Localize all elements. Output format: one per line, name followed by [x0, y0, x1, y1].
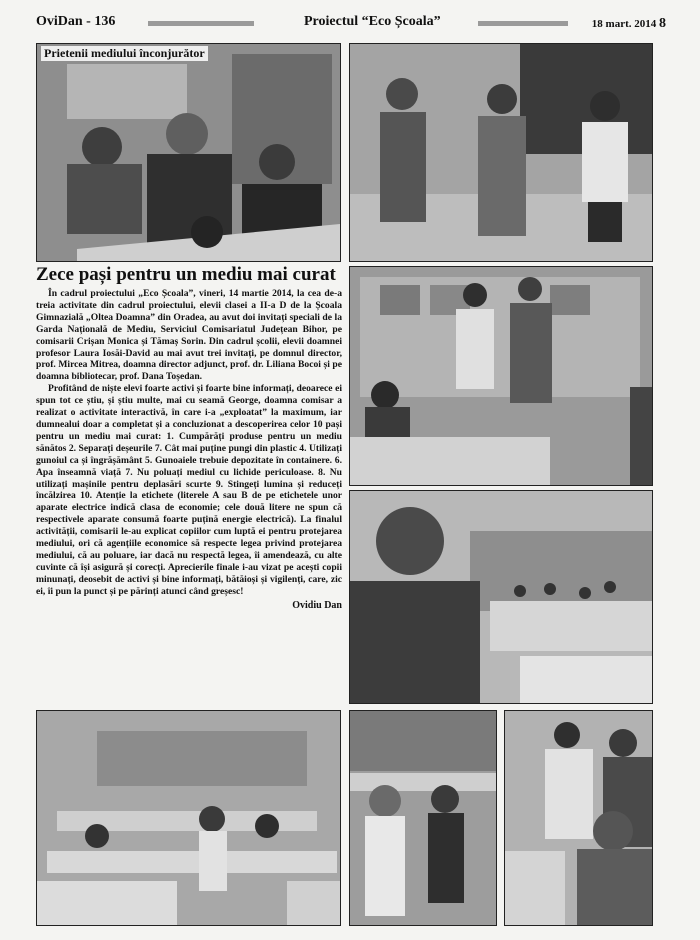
photo-students-desks — [36, 43, 341, 262]
header-date-page — [592, 16, 666, 32]
photo-guests-standing — [349, 43, 653, 262]
article-headline: Zece pași pentru un mediu mai curat — [36, 264, 336, 285]
photo-commissioner-class — [349, 490, 653, 704]
photo-guests-standing-image — [350, 44, 652, 261]
header-rule-right — [478, 21, 568, 26]
photo-adults-and-boy — [504, 710, 653, 926]
photo-students-desks-image — [37, 44, 340, 261]
article-author: Ovidiu Dan — [292, 599, 342, 611]
photo-classroom-wide-image — [37, 711, 340, 925]
photo-adults-and-boy-image — [505, 711, 652, 925]
article-body — [36, 288, 342, 598]
photo-commissioner-class-image — [350, 491, 652, 703]
article — [36, 264, 342, 611]
header-rule-left — [148, 21, 254, 26]
article-paragraph: Profitând de niște elevi foarte activi și foarte bine informați, deoarece ei spun tot ce știu, și știu multe, mai cu seamă George, doamna comisar a realizat o activitate interactivă, în care i-a „exploatat” la maximum, iar dumnealui doar a completat și a concluzionat a descoperirea celor 10 pași pentru un mediu mai curat: 1. Cumpărăți produse pentru un mediu sănătos 2. Separați deșeurile 7. Cât mai puține pungi din plastic 4. Utilizați gunoiul ca și îngrășământ 5. Gunoaiele trebuie depozitate în containere. 6. Apa înseamnă viață 7. Nu poluați mediul cu lichide periculoase. 8. Nu utilizați mașinile pentru deplasări scurte 9. Stingeți lumina și reduceți încălzirea 10. Atenție la etichete (literele A sau B de pe etichetele unor aparate electrice indică clasa de economie; cele două litere ne spun că respectivele aparate consumă foarte puțină energie electrică). La finalul activității, comisarii le-au explicat copiilor cum luptă ei pentru protejarea mediului, ori că agențiile economice să respecte legea privind protejarea mediului, că au poluare, iar dacă nu respectă legea, îi amendează, cu alte cuvinte că își asigură și corecți. Aprecierile finale i-au vizat pe acești copii minunați, deosebit de activi și bine informați, bătăioși și vigilenți, care, zic ei, îi pun la punct și pe părinți atunci când greșesc! — [36, 383, 342, 597]
photo-guests-classroom-image — [350, 267, 652, 485]
publication-issue: OviDan - 136 — [36, 14, 116, 29]
photo-guests-classroom — [349, 266, 653, 486]
article-paragraph: În cadrul proiectului „Eco Școala”, vineri, 14 martie 2014, la cea de-a treia activitate din cadrul proiectului, elevii clasei a II-a D de la Școala Gimnazială „Oltea Doamna” din Oradea, au avut doi invitați speciali de la Garda Națională de Mediu, Serviciul Comisariatul Județean Bihor, pe comisarii Crișan Monica și Tămaș Sorin. Din cadrul școlii, elevii doamnei profesor Laura Iosăi-David au mai avut trei invitați, pe domnul director, prof. Mircea Mitrea, doamna director adjunct, prof. dr. Liliana Bocoi și pe doamna bibliotecar, prof. Dana Toședan. — [36, 288, 342, 383]
photo-girl-seated-image — [350, 711, 496, 925]
page-header — [36, 14, 666, 34]
photo-classroom-wide — [36, 710, 341, 926]
issue-date: 18 mart. 2014 — [591, 18, 657, 30]
photo-caption: Prietenii mediului înconjurător — [41, 46, 208, 61]
page-number: 8 — [659, 16, 666, 31]
project-title: Proiectul “Eco Școala” — [304, 14, 441, 29]
photo-girl-seated — [349, 710, 497, 926]
